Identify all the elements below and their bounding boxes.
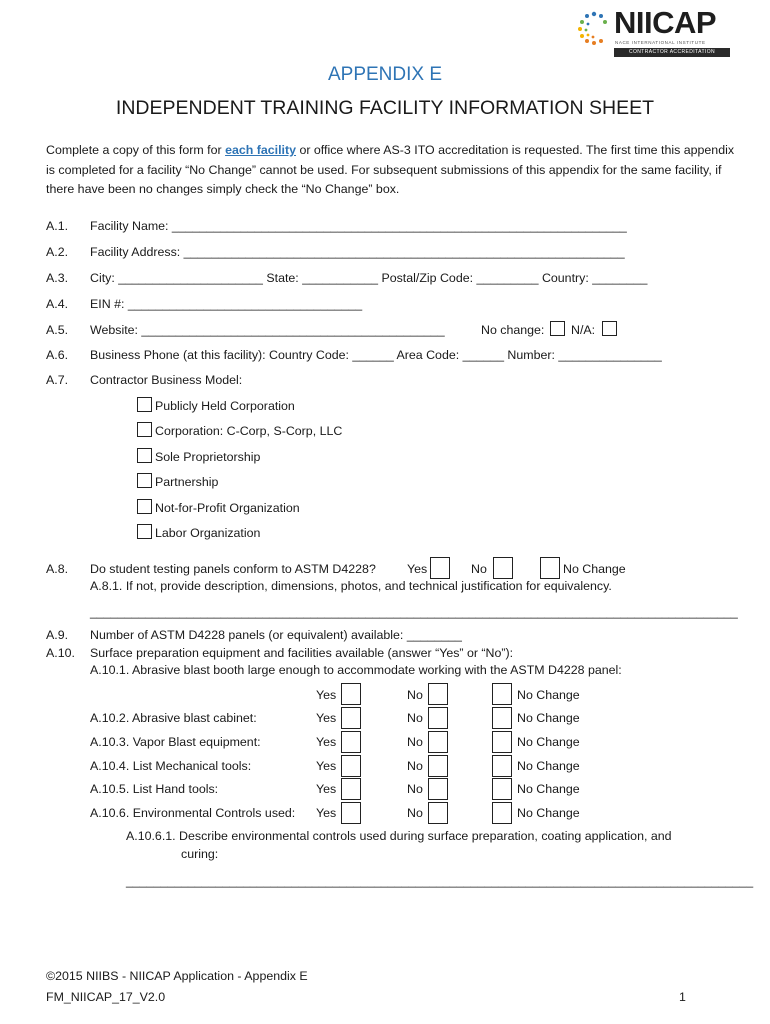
a10-2-no-change-label: No Change bbox=[517, 711, 580, 725]
sole-proprietorship-label: Sole Proprietorship bbox=[155, 450, 261, 464]
a2-number: A.2. bbox=[46, 245, 69, 259]
a10-6-no-checkbox[interactable] bbox=[428, 802, 448, 824]
a10-3-yes-label: Yes bbox=[316, 735, 337, 749]
website-no-change-checkbox[interactable] bbox=[550, 321, 565, 336]
a10-5-label: A.10.5. List Hand tools: bbox=[90, 782, 219, 796]
a10-1-yes-checkbox[interactable] bbox=[341, 683, 361, 705]
a10-6-label: A.10.6. Environmental Controls used: bbox=[90, 806, 296, 820]
website-field[interactable]: Website: ____________________________________________ bbox=[90, 323, 445, 337]
publicly-held-checkbox[interactable] bbox=[137, 397, 152, 412]
partnership-checkbox[interactable] bbox=[137, 473, 152, 488]
a10-3-no-change-checkbox[interactable] bbox=[492, 731, 512, 753]
a8-1-description: A.8.1. If not, provide description, dimensions, photos, and technical justification for equivalency. bbox=[90, 579, 612, 593]
footer-copyright: ©2015 NIIBS - NIICAP Application - Appendix E bbox=[46, 969, 308, 983]
a10-4-no-label: No bbox=[407, 759, 423, 773]
a10-4-no-change-checkbox[interactable] bbox=[492, 755, 512, 777]
a10-6-1-description: A.10.6.1. Describe environmental controls used during surface preparation, coating application, and bbox=[126, 829, 672, 843]
facility-address-field[interactable]: Facility Address: ________________________________________________________________ bbox=[90, 245, 625, 259]
a8-no-change-checkbox[interactable] bbox=[540, 557, 560, 579]
environmental-controls-line[interactable]: ___________________________________________________________________________________________ bbox=[126, 874, 754, 888]
a10-6-no-change-checkbox[interactable] bbox=[492, 802, 512, 824]
a10-6-yes-checkbox[interactable] bbox=[341, 802, 361, 824]
logo-mark bbox=[574, 8, 614, 48]
website-na-label: N/A: bbox=[571, 323, 596, 337]
a10-5-yes-label: Yes bbox=[316, 782, 337, 796]
a10-3-label: A.10.3. Vapor Blast equipment: bbox=[90, 735, 261, 749]
logo-tagline: NACE INTERNATIONAL INSTITUTE bbox=[615, 40, 706, 45]
a10-5-no-change-checkbox[interactable] bbox=[492, 778, 512, 800]
a10-2-no-checkbox[interactable] bbox=[428, 707, 448, 729]
a5-number: A.5. bbox=[46, 323, 69, 337]
intro-text-start: Complete a copy of this form for bbox=[46, 143, 226, 157]
a10-text: Surface preparation equipment and facilities available (answer “Yes” or “No”): bbox=[90, 646, 514, 660]
corporation-label: Corporation: C-Corp, S-Corp, LLC bbox=[155, 424, 343, 438]
a10-1-no-change-checkbox[interactable] bbox=[492, 683, 512, 705]
a10-4-no-checkbox[interactable] bbox=[428, 755, 448, 777]
a10-2-yes-label: Yes bbox=[316, 711, 337, 725]
a10-4-yes-checkbox[interactable] bbox=[341, 755, 361, 777]
a10-2-no-change-checkbox[interactable] bbox=[492, 707, 512, 729]
a10-1-no-checkbox[interactable] bbox=[428, 683, 448, 705]
a10-1-no-change-label: No Change bbox=[517, 688, 580, 702]
a10-2-no-label: No bbox=[407, 711, 423, 725]
a10-6-1-description-cont: curing: bbox=[181, 847, 219, 861]
a4-number: A.4. bbox=[46, 297, 69, 311]
a10-4-label: A.10.4. List Mechanical tools: bbox=[90, 759, 252, 773]
a8-justification-line[interactable]: ______________________________________________________________________________________________ bbox=[90, 605, 738, 619]
a6-number: A.6. bbox=[46, 348, 69, 362]
labor-organization-checkbox[interactable] bbox=[137, 524, 152, 539]
not-for-profit-label: Not-for-Profit Organization bbox=[155, 501, 300, 515]
logo-name: NIICAP bbox=[614, 5, 717, 40]
a8-question: Do student testing panels conform to ASTM D4228? bbox=[90, 562, 376, 576]
each-facility-link[interactable]: each facility bbox=[225, 143, 297, 157]
a10-2-yes-checkbox[interactable] bbox=[341, 707, 361, 729]
a8-no-checkbox[interactable] bbox=[493, 557, 513, 579]
a8-yes-label: Yes bbox=[407, 562, 428, 576]
city-state-zip-country-field[interactable]: City: _____________________ State: ___________ Postal/Zip Code: _________ Country: ________ bbox=[90, 271, 648, 285]
partnership-label: Partnership bbox=[155, 475, 219, 489]
a10-5-no-change-label: No Change bbox=[517, 782, 580, 796]
a10-1-text: A.10.1. Abrasive blast booth large enough to accommodate working with the ASTM D4228 panel: bbox=[90, 663, 622, 677]
appendix-title: APPENDIX E bbox=[327, 64, 443, 85]
a10-5-no-label: No bbox=[407, 782, 423, 796]
a10-5-no-checkbox[interactable] bbox=[428, 778, 448, 800]
business-model-label: Contractor Business Model: bbox=[90, 373, 243, 387]
publicly-held-label: Publicly Held Corporation bbox=[155, 399, 295, 413]
a10-1-yes-label: Yes bbox=[316, 688, 337, 702]
a10-3-yes-checkbox[interactable] bbox=[341, 731, 361, 753]
footer-form-id: FM_NIICAP_17_V2.0 bbox=[46, 990, 166, 1004]
a10-1-no-label: No bbox=[407, 688, 423, 702]
a10-3-no-change-label: No Change bbox=[517, 735, 580, 749]
a10-number: A.10. bbox=[46, 646, 75, 660]
a10-6-no-label: No bbox=[407, 806, 423, 820]
a10-4-yes-label: Yes bbox=[316, 759, 337, 773]
labor-organization-label: Labor Organization bbox=[155, 526, 261, 540]
a8-yes-checkbox[interactable] bbox=[430, 557, 450, 579]
logo-bar: CONTRACTOR ACCREDITATION PROGRAM bbox=[614, 48, 730, 57]
a3-number: A.3. bbox=[46, 271, 69, 285]
a7-number: A.7. bbox=[46, 373, 69, 387]
website-na-checkbox[interactable] bbox=[602, 321, 617, 336]
a8-no-change-label: No Change bbox=[563, 562, 626, 576]
intro-text-end: or office where AS-3 ITO accreditation is requested. The first time this appendix is completed for a facility “No Change” cannot be used. For subsequent submissions of this appendix for the same facility, if there have been no changes simply check the “No Change” box. bbox=[46, 143, 735, 196]
intro-paragraph bbox=[46, 141, 736, 200]
website-no-change-label: No change: bbox=[481, 323, 545, 337]
a9-number: A.9. bbox=[46, 628, 69, 642]
a10-6-no-change-label: No Change bbox=[517, 806, 580, 820]
a10-2-label: A.10.2. Abrasive blast cabinet: bbox=[90, 711, 257, 725]
not-for-profit-checkbox[interactable] bbox=[137, 499, 152, 514]
a8-no-label: No bbox=[471, 562, 487, 576]
a10-6-yes-label: Yes bbox=[316, 806, 337, 820]
page-title: INDEPENDENT TRAINING FACILITY INFORMATION SHEET bbox=[115, 97, 655, 119]
a1-number: A.1. bbox=[46, 219, 69, 233]
page-number: 1 bbox=[679, 990, 686, 1004]
facility-name-field[interactable]: Facility Name: __________________________________________________________________ bbox=[90, 219, 627, 233]
a10-3-no-checkbox[interactable] bbox=[428, 731, 448, 753]
panel-count-field[interactable]: Number of ASTM D4228 panels (or equivalent) available: ________ bbox=[90, 628, 462, 642]
a10-4-no-change-label: No Change bbox=[517, 759, 580, 773]
business-phone-field[interactable]: Business Phone (at this facility): Country Code: ______ Area Code: ______ Number: _______________ bbox=[90, 348, 662, 362]
a10-5-yes-checkbox[interactable] bbox=[341, 778, 361, 800]
sole-proprietorship-checkbox[interactable] bbox=[137, 448, 152, 463]
corporation-checkbox[interactable] bbox=[137, 422, 152, 437]
ein-field[interactable]: EIN #: __________________________________ bbox=[90, 297, 363, 311]
a10-3-no-label: No bbox=[407, 735, 423, 749]
a8-number: A.8. bbox=[46, 562, 69, 576]
